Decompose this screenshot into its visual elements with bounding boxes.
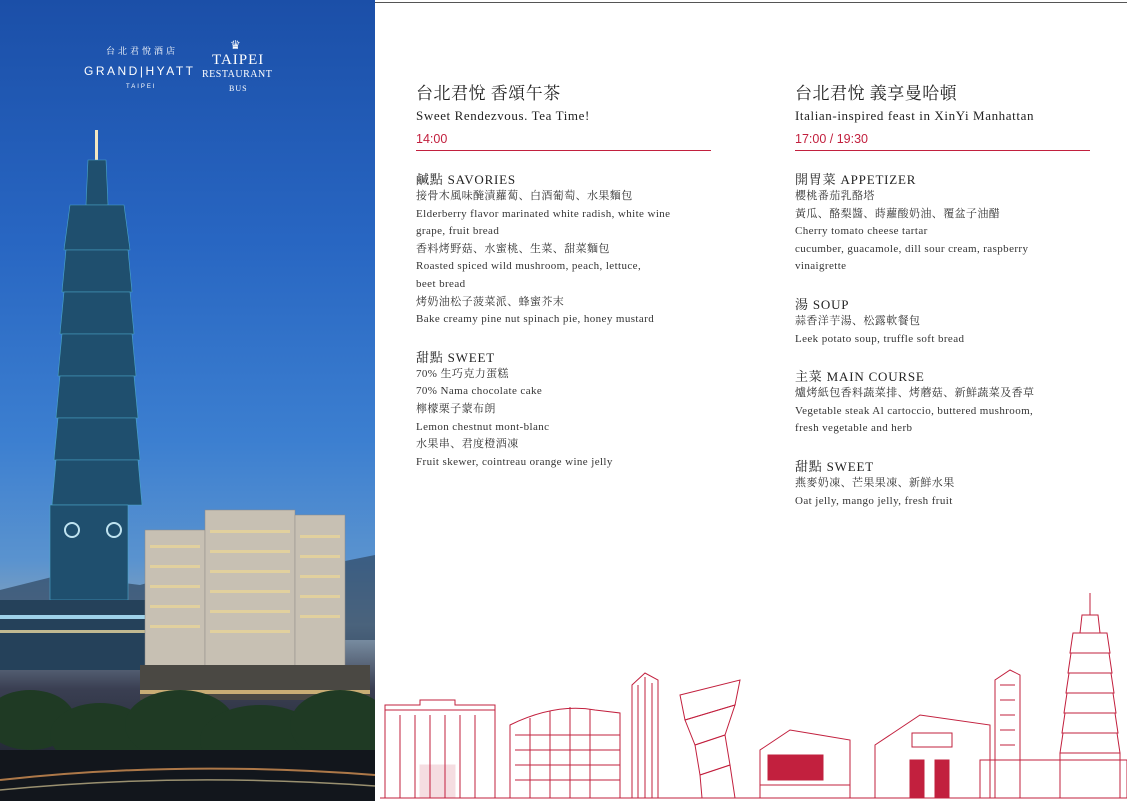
- hero-photo: [0, 0, 375, 801]
- menu-line: 接骨木風味醃漬蘿蔔、白酒葡萄、水果麵包: [416, 190, 633, 202]
- menu-line: Elderberry flavor marinated white radish, white wine: [416, 207, 671, 220]
- menu-line: 70% 生巧克力蛋糕: [416, 367, 509, 380]
- restaurant-bus-line2: RESTAURANT: [202, 69, 273, 80]
- tea-title-en: Sweet Rendezvous. Tea Time!: [416, 108, 590, 123]
- savories-heading: 鹹點 SAVORIES: [416, 172, 516, 187]
- menu-line: Roasted spiced wild mushroom, peach, lettuce,: [416, 260, 642, 273]
- menu-line: Cherry tomato cheese tartar: [795, 225, 928, 238]
- menu-line: 水果串、君度橙酒凍: [416, 438, 519, 451]
- dinner-title-en: Italian-inspired feast in XinYi Manhattan: [795, 108, 1035, 123]
- menu-line: Vegetable steak Al cartoccio, buttered mushroom,: [795, 404, 1034, 417]
- menu-line: cucumber, guacamole, dill sour cream, raspberry: [795, 242, 1029, 255]
- menu-line: fresh vegetable and herb: [795, 422, 913, 435]
- city-skyline-illustration: [380, 585, 1127, 801]
- menu-line: 櫻桃番茄乳酪塔: [795, 190, 875, 202]
- dinner-sweet-section: [795, 458, 1095, 510]
- top-rule: [375, 2, 1127, 3]
- taipei-skyline-photo: [0, 0, 375, 801]
- savories-section: [416, 171, 716, 329]
- menu-line: 檸檬栗子蒙布朗: [416, 402, 496, 415]
- brand-city: TAIPEI: [126, 84, 157, 90]
- tea-sweet-heading: 甜點 SWEET: [416, 349, 495, 365]
- menu-line: vinaigrette: [795, 260, 847, 273]
- menu-line: 蒜香洋芋湯、松露軟餐包: [795, 314, 921, 327]
- menu-line: 燕麥奶凍、芒果果凍、新鮮水果: [795, 476, 955, 489]
- soup-heading: 湯 SOUP: [795, 296, 850, 312]
- menu-line: Lemon chestnut mont-blanc: [416, 420, 550, 433]
- menu-line: 70% Nama chocolate cake: [416, 385, 543, 398]
- dinner-time: 17:00 / 19:30: [795, 131, 1090, 151]
- tea-menu: [416, 84, 716, 471]
- tea-sweet-section: [416, 349, 716, 472]
- soup-section: [795, 296, 1095, 348]
- restaurant-bus-line1: TAIPEI: [212, 52, 265, 68]
- dinner-title-zh: 台北君悅 義享曼哈頓: [795, 84, 958, 103]
- menu-line: Oat jelly, mango jelly, fresh fruit: [795, 494, 953, 507]
- main-course-heading: 主菜 MAIN COURSE: [795, 369, 925, 385]
- restaurant-bus-line3: BUS: [229, 84, 248, 93]
- menu-line: 黃瓜、酪梨醬、蒔蘿酸奶油、覆盆子油醋: [795, 207, 1001, 220]
- dinner-sweet-heading: 甜點 SWEET: [795, 458, 874, 474]
- menu-line: Fruit skewer, cointreau orange wine jelly: [416, 455, 613, 468]
- tea-time: 14:00: [416, 131, 711, 151]
- appetizer-section: [795, 171, 1095, 276]
- menu-line: Leek potato soup, truffle soft bread: [795, 332, 965, 345]
- hotel-name-zh: 台北君悅酒店: [106, 46, 179, 56]
- menu-line: Bake creamy pine nut spinach pie, honey mustard: [416, 313, 655, 326]
- menu-line: grape, fruit bread: [416, 225, 500, 238]
- tea-title-zh: 台北君悅 香頌午茶: [416, 84, 561, 103]
- main-course-section: [795, 368, 1095, 438]
- brand-name: GRAND|HYATT: [84, 64, 196, 78]
- menu-line: beet bread: [416, 277, 466, 290]
- menu-line: 烤奶油松子菠菜派、蜂蜜芥末: [416, 295, 565, 308]
- chef-hat-icon: ♛: [230, 38, 241, 52]
- menu-line: 爐烤紙包香料蔬菜排、烤蘑菇、新鮮蔬菜及香草: [795, 387, 1035, 400]
- appetizer-heading: 開胃菜 APPETIZER: [795, 172, 917, 187]
- menu-line: 香料烤野菇、水蜜桃、生菜、甜菜麵包: [416, 242, 610, 255]
- dinner-menu: [795, 84, 1095, 510]
